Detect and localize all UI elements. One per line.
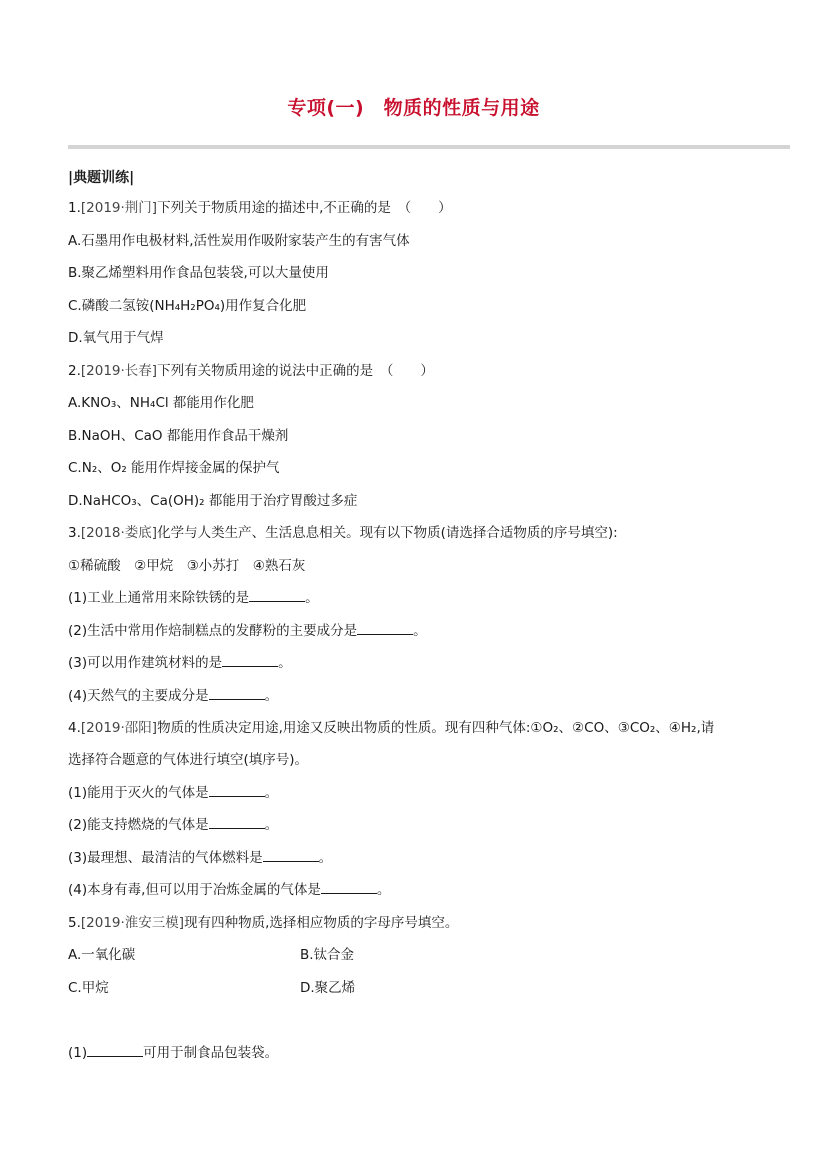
question-4-part-1: (1)能用于灭火的气体是 。	[68, 785, 279, 801]
question-3-part-1: (1)工业上通常用来除铁锈的是 。	[68, 590, 319, 606]
question-4-part-2: (2)能支持燃烧的气体是 。	[68, 817, 279, 833]
question-source: [2019·邵阳]	[80, 720, 158, 736]
question-source: [2019·荆门]	[80, 200, 158, 216]
question-source: [2018·娄底]	[80, 525, 158, 541]
question-1-option-a: A.石墨用作电极材料,活性炭用作吸附家装产生的有害气体	[68, 233, 410, 249]
answer-blank[interactable]	[87, 1044, 143, 1057]
answer-blank[interactable]	[321, 881, 377, 894]
question-3-part-4: (4)天然气的主要成分是 。	[68, 688, 279, 704]
answer-blank[interactable]	[209, 816, 265, 829]
section-label: |典题训练|	[68, 170, 135, 186]
answer-blank[interactable]	[209, 687, 265, 700]
question-number: 2.	[68, 363, 81, 379]
question-5-option-b: B.钛合金	[300, 947, 355, 963]
question-number: 5.	[68, 915, 81, 931]
question-4-stem-continued: 选择符合题意的气体进行填空(填序号)。	[68, 752, 309, 768]
question-1-option-d: D.氧气用于气焊	[68, 330, 164, 346]
question-4-part-4: (4)本身有毒,但可以用于冶炼金属的气体是 。	[68, 882, 391, 898]
question-text: 下列关于物质用途的描述中,不正确的是 （ ）	[157, 200, 452, 216]
question-2-option-a: A.KNO₃、NH₄Cl 都能用作化肥	[68, 395, 254, 411]
question-5-option-d: D.聚乙烯	[300, 980, 356, 996]
question-4-part-3: (3)最理想、最清洁的气体燃料是 。	[68, 850, 333, 866]
question-1-option-b: B.聚乙烯塑料用作食品包装袋,可以大量使用	[68, 265, 329, 281]
question-4-stem	[68, 719, 714, 737]
question-2-option-b: B.NaOH、CaO 都能用作食品干燥剂	[68, 428, 289, 444]
answer-blank[interactable]	[209, 784, 265, 797]
question-5-option-a: A.一氧化碳	[68, 947, 136, 963]
question-3-part-2: (2)生活中常用作焙制糕点的发酵粉的主要成分是 。	[68, 623, 427, 639]
question-3-part-3: (3)可以用作建筑材料的是 。	[68, 655, 292, 671]
question-source: [2019·淮安三模]	[80, 915, 185, 931]
question-source: [2019·长春]	[80, 363, 158, 379]
question-2-option-d: D.NaHCO₃、Ca(OH)₂ 都能用于治疗胃酸过多症	[68, 493, 358, 509]
question-text: 现有四种物质,选择相应物质的字母序号填空。	[184, 915, 459, 931]
question-3-stem	[68, 524, 618, 542]
question-3-options: ①稀硫酸 ②甲烷 ③小苏打 ④熟石灰	[68, 558, 306, 574]
question-text: 物质的性质决定用途,用途又反映出物质的性质。现有四种气体:①O₂、②CO、③CO₂、④H₂,请	[157, 720, 715, 736]
question-2-option-c: C.N₂、O₂ 能用作焊接金属的保护气	[68, 460, 280, 476]
question-5-part-1: (1) 可用于制食品包装袋。	[68, 1045, 279, 1061]
question-text: 化学与人类生产、生活息息相关。现有以下物质(请选择合适物质的序号填空):	[157, 525, 618, 541]
question-1-stem	[68, 199, 452, 217]
question-number: 3.	[68, 525, 81, 541]
question-2-stem	[68, 362, 434, 380]
question-5-option-c: C.甲烷	[68, 980, 109, 996]
answer-blank[interactable]	[249, 589, 305, 602]
question-1-option-c: C.磷酸二氢铵(NH₄H₂PO₄)用作复合化肥	[68, 298, 307, 314]
answer-blank[interactable]	[222, 654, 278, 667]
question-text: 下列有关物质用途的说法中正确的是 （ ）	[157, 363, 434, 379]
question-number: 4.	[68, 720, 81, 736]
answer-blank[interactable]	[357, 622, 413, 635]
answer-blank[interactable]	[263, 849, 319, 862]
title-divider	[68, 145, 790, 149]
question-5-stem	[68, 914, 458, 932]
page-title: 专项(一) 物质的性质与用途	[287, 97, 540, 119]
question-number: 1.	[68, 200, 81, 216]
